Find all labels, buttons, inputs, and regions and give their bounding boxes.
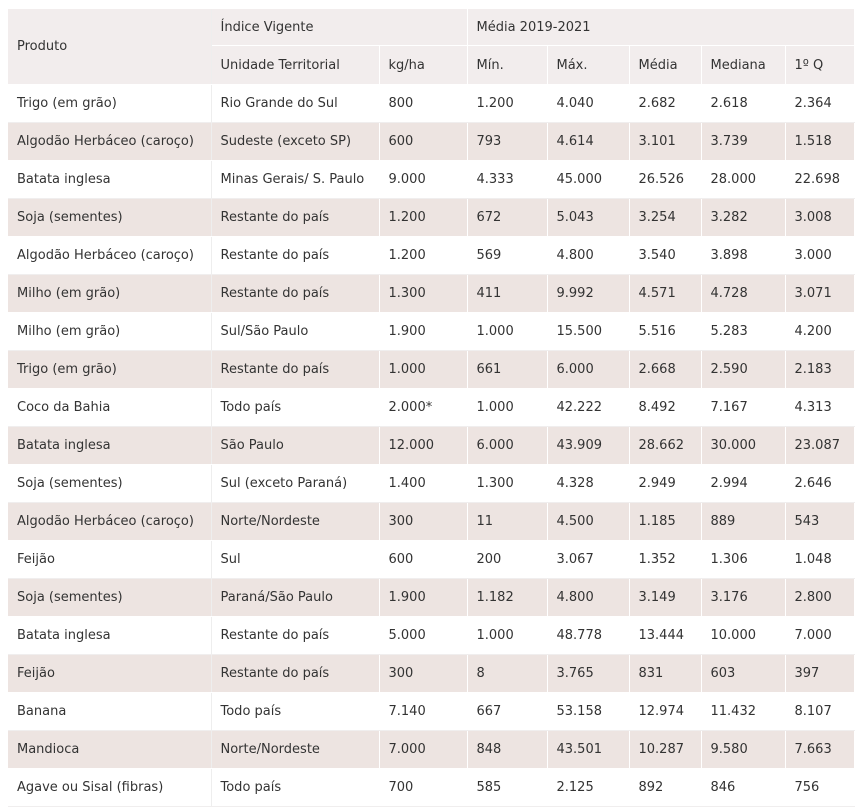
cell-kg-ha: 1.200 xyxy=(379,199,467,237)
cell-unidade-territorial: Minas Gerais/ S. Paulo xyxy=(211,161,379,199)
cell-kg-ha: 7.000 xyxy=(379,731,467,769)
cell-media: 3.101 xyxy=(629,123,701,161)
cell-kg-ha: 2.000* xyxy=(379,389,467,427)
header-primeiro-quartil: 1º Q xyxy=(785,46,854,85)
cell-media: 2.949 xyxy=(629,465,701,503)
cell-unidade-territorial: Restante do país xyxy=(211,351,379,389)
cell-max: 9.992 xyxy=(547,275,629,313)
table-row xyxy=(8,313,854,351)
cell-unidade-territorial: Restante do país xyxy=(211,275,379,313)
table-row xyxy=(8,731,854,769)
cell-primeiro-quartil: 2.800 xyxy=(785,579,854,617)
cell-max: 43.501 xyxy=(547,731,629,769)
cell-primeiro-quartil: 397 xyxy=(785,655,854,693)
cell-mediana: 2.590 xyxy=(701,351,785,389)
cell-primeiro-quartil: 7.000 xyxy=(785,617,854,655)
table-row xyxy=(8,237,854,275)
cell-primeiro-quartil: 3.000 xyxy=(785,237,854,275)
cell-max: 45.000 xyxy=(547,161,629,199)
cell-kg-ha: 12.000 xyxy=(379,427,467,465)
cell-media: 26.526 xyxy=(629,161,701,199)
cell-primeiro-quartil: 3.008 xyxy=(785,199,854,237)
cell-kg-ha: 1.200 xyxy=(379,237,467,275)
cell-kg-ha: 9.000 xyxy=(379,161,467,199)
cell-produto: Soja (sementes) xyxy=(8,465,211,503)
table-row xyxy=(8,769,854,807)
cell-primeiro-quartil: 23.087 xyxy=(785,427,854,465)
cell-produto: Trigo (em grão) xyxy=(8,85,211,123)
cell-primeiro-quartil: 1.048 xyxy=(785,541,854,579)
cell-max: 6.000 xyxy=(547,351,629,389)
cell-max: 43.909 xyxy=(547,427,629,465)
cell-kg-ha: 7.140 xyxy=(379,693,467,731)
cell-produto: Feijão xyxy=(8,541,211,579)
cell-min: 793 xyxy=(467,123,547,161)
cell-kg-ha: 1.400 xyxy=(379,465,467,503)
table-row xyxy=(8,693,854,731)
cell-mediana: 9.580 xyxy=(701,731,785,769)
cell-mediana: 30.000 xyxy=(701,427,785,465)
cell-min: 1.000 xyxy=(467,389,547,427)
table-body xyxy=(8,85,854,807)
cell-media: 892 xyxy=(629,769,701,807)
cell-produto: Batata inglesa xyxy=(8,161,211,199)
cell-min: 1.300 xyxy=(467,465,547,503)
cell-mediana: 3.898 xyxy=(701,237,785,275)
cell-primeiro-quartil: 2.646 xyxy=(785,465,854,503)
cell-min: 1.000 xyxy=(467,313,547,351)
cell-produto: Trigo (em grão) xyxy=(8,351,211,389)
cell-primeiro-quartil: 8.107 xyxy=(785,693,854,731)
table-row xyxy=(8,85,854,123)
cell-max: 4.800 xyxy=(547,237,629,275)
cell-produto: Algodão Herbáceo (caroço) xyxy=(8,237,211,275)
header-media: Média xyxy=(629,46,701,85)
table-row xyxy=(8,161,854,199)
cell-min: 200 xyxy=(467,541,547,579)
cell-kg-ha: 300 xyxy=(379,503,467,541)
header-produto: Produto xyxy=(8,9,211,85)
cell-produto: Batata inglesa xyxy=(8,617,211,655)
cell-unidade-territorial: Restante do país xyxy=(211,199,379,237)
cell-primeiro-quartil: 22.698 xyxy=(785,161,854,199)
cell-produto: Soja (sementes) xyxy=(8,199,211,237)
cell-mediana: 3.282 xyxy=(701,199,785,237)
cell-primeiro-quartil: 3.071 xyxy=(785,275,854,313)
cell-max: 2.125 xyxy=(547,769,629,807)
table-row xyxy=(8,541,854,579)
cell-mediana: 889 xyxy=(701,503,785,541)
cell-kg-ha: 5.000 xyxy=(379,617,467,655)
cell-min: 8 xyxy=(467,655,547,693)
cell-produto: Algodão Herbáceo (caroço) xyxy=(8,503,211,541)
cell-mediana: 28.000 xyxy=(701,161,785,199)
table-row xyxy=(8,503,854,541)
cell-min: 11 xyxy=(467,503,547,541)
header-indice-vigente: Índice Vigente xyxy=(211,9,467,46)
cell-media: 831 xyxy=(629,655,701,693)
cell-media: 1.352 xyxy=(629,541,701,579)
cell-produto: Milho (em grão) xyxy=(8,313,211,351)
cell-primeiro-quartil: 543 xyxy=(785,503,854,541)
cell-mediana: 4.728 xyxy=(701,275,785,313)
cell-unidade-territorial: Norte/Nordeste xyxy=(211,731,379,769)
cell-primeiro-quartil: 4.200 xyxy=(785,313,854,351)
cell-media: 10.287 xyxy=(629,731,701,769)
cell-max: 3.067 xyxy=(547,541,629,579)
table-row xyxy=(8,617,854,655)
table-row xyxy=(8,579,854,617)
cell-min: 411 xyxy=(467,275,547,313)
cell-kg-ha: 1.900 xyxy=(379,579,467,617)
cell-media: 5.516 xyxy=(629,313,701,351)
cell-primeiro-quartil: 7.663 xyxy=(785,731,854,769)
cell-mediana: 7.167 xyxy=(701,389,785,427)
table-row xyxy=(8,655,854,693)
cell-primeiro-quartil: 2.364 xyxy=(785,85,854,123)
cell-unidade-territorial: Rio Grande do Sul xyxy=(211,85,379,123)
cell-unidade-territorial: Todo país xyxy=(211,389,379,427)
header-media-periodo: Média 2019-2021 xyxy=(467,9,854,46)
cell-media: 3.254 xyxy=(629,199,701,237)
cell-unidade-territorial: Norte/Nordeste xyxy=(211,503,379,541)
cell-primeiro-quartil: 1.518 xyxy=(785,123,854,161)
cell-mediana: 846 xyxy=(701,769,785,807)
cell-media: 1.185 xyxy=(629,503,701,541)
cell-unidade-territorial: Sul xyxy=(211,541,379,579)
cell-mediana: 603 xyxy=(701,655,785,693)
cell-primeiro-quartil: 4.313 xyxy=(785,389,854,427)
cell-min: 585 xyxy=(467,769,547,807)
cell-kg-ha: 1.900 xyxy=(379,313,467,351)
cell-min: 1.000 xyxy=(467,617,547,655)
cell-kg-ha: 700 xyxy=(379,769,467,807)
table-row xyxy=(8,275,854,313)
cell-kg-ha: 600 xyxy=(379,123,467,161)
cell-mediana: 11.432 xyxy=(701,693,785,731)
cell-produto: Milho (em grão) xyxy=(8,275,211,313)
data-table-container xyxy=(8,9,855,807)
cell-unidade-territorial: Todo país xyxy=(211,769,379,807)
cell-min: 1.182 xyxy=(467,579,547,617)
cell-media: 2.682 xyxy=(629,85,701,123)
header-unidade-territorial: Unidade Territorial xyxy=(211,46,379,85)
cell-unidade-territorial: Todo país xyxy=(211,693,379,731)
cell-max: 4.500 xyxy=(547,503,629,541)
cell-max: 15.500 xyxy=(547,313,629,351)
cell-kg-ha: 600 xyxy=(379,541,467,579)
cell-unidade-territorial: Sudeste (exceto SP) xyxy=(211,123,379,161)
cell-min: 6.000 xyxy=(467,427,547,465)
cell-unidade-territorial: Restante do país xyxy=(211,655,379,693)
header-max: Máx. xyxy=(547,46,629,85)
cell-mediana: 10.000 xyxy=(701,617,785,655)
cell-produto: Coco da Bahia xyxy=(8,389,211,427)
cell-max: 42.222 xyxy=(547,389,629,427)
cell-min: 661 xyxy=(467,351,547,389)
cell-produto: Feijão xyxy=(8,655,211,693)
cell-unidade-territorial: Sul/São Paulo xyxy=(211,313,379,351)
cell-unidade-territorial: Paraná/São Paulo xyxy=(211,579,379,617)
cell-mediana: 2.618 xyxy=(701,85,785,123)
cell-media: 28.662 xyxy=(629,427,701,465)
table-header xyxy=(8,9,854,85)
cell-min: 4.333 xyxy=(467,161,547,199)
cell-media: 4.571 xyxy=(629,275,701,313)
table-row xyxy=(8,427,854,465)
cell-min: 569 xyxy=(467,237,547,275)
cell-min: 667 xyxy=(467,693,547,731)
cell-max: 4.040 xyxy=(547,85,629,123)
table-row xyxy=(8,199,854,237)
cell-media: 8.492 xyxy=(629,389,701,427)
cell-produto: Soja (sementes) xyxy=(8,579,211,617)
table-row xyxy=(8,389,854,427)
cell-min: 1.200 xyxy=(467,85,547,123)
cell-max: 4.614 xyxy=(547,123,629,161)
cell-primeiro-quartil: 2.183 xyxy=(785,351,854,389)
table-row xyxy=(8,351,854,389)
cell-produto: Batata inglesa xyxy=(8,427,211,465)
cell-media: 13.444 xyxy=(629,617,701,655)
cell-produto: Banana xyxy=(8,693,211,731)
cell-produto: Algodão Herbáceo (caroço) xyxy=(8,123,211,161)
cell-primeiro-quartil: 756 xyxy=(785,769,854,807)
cell-kg-ha: 1.000 xyxy=(379,351,467,389)
cell-mediana: 2.994 xyxy=(701,465,785,503)
cell-min: 848 xyxy=(467,731,547,769)
header-kg-ha: kg/ha xyxy=(379,46,467,85)
cell-unidade-territorial: Sul (exceto Paraná) xyxy=(211,465,379,503)
data-table xyxy=(8,9,855,807)
cell-media: 3.149 xyxy=(629,579,701,617)
cell-produto: Agave ou Sisal (fibras) xyxy=(8,769,211,807)
cell-max: 48.778 xyxy=(547,617,629,655)
cell-kg-ha: 1.300 xyxy=(379,275,467,313)
cell-media: 12.974 xyxy=(629,693,701,731)
cell-max: 4.800 xyxy=(547,579,629,617)
table-row xyxy=(8,123,854,161)
cell-unidade-territorial: Restante do país xyxy=(211,237,379,275)
cell-mediana: 3.739 xyxy=(701,123,785,161)
cell-unidade-territorial: Restante do país xyxy=(211,617,379,655)
cell-media: 2.668 xyxy=(629,351,701,389)
header-mediana: Mediana xyxy=(701,46,785,85)
cell-max: 5.043 xyxy=(547,199,629,237)
cell-media: 3.540 xyxy=(629,237,701,275)
cell-unidade-territorial: São Paulo xyxy=(211,427,379,465)
cell-kg-ha: 800 xyxy=(379,85,467,123)
cell-max: 53.158 xyxy=(547,693,629,731)
cell-kg-ha: 300 xyxy=(379,655,467,693)
table-row xyxy=(8,465,854,503)
cell-max: 4.328 xyxy=(547,465,629,503)
cell-produto: Mandioca xyxy=(8,731,211,769)
cell-mediana: 5.283 xyxy=(701,313,785,351)
header-min: Mín. xyxy=(467,46,547,85)
cell-min: 672 xyxy=(467,199,547,237)
cell-mediana: 3.176 xyxy=(701,579,785,617)
cell-max: 3.765 xyxy=(547,655,629,693)
cell-mediana: 1.306 xyxy=(701,541,785,579)
